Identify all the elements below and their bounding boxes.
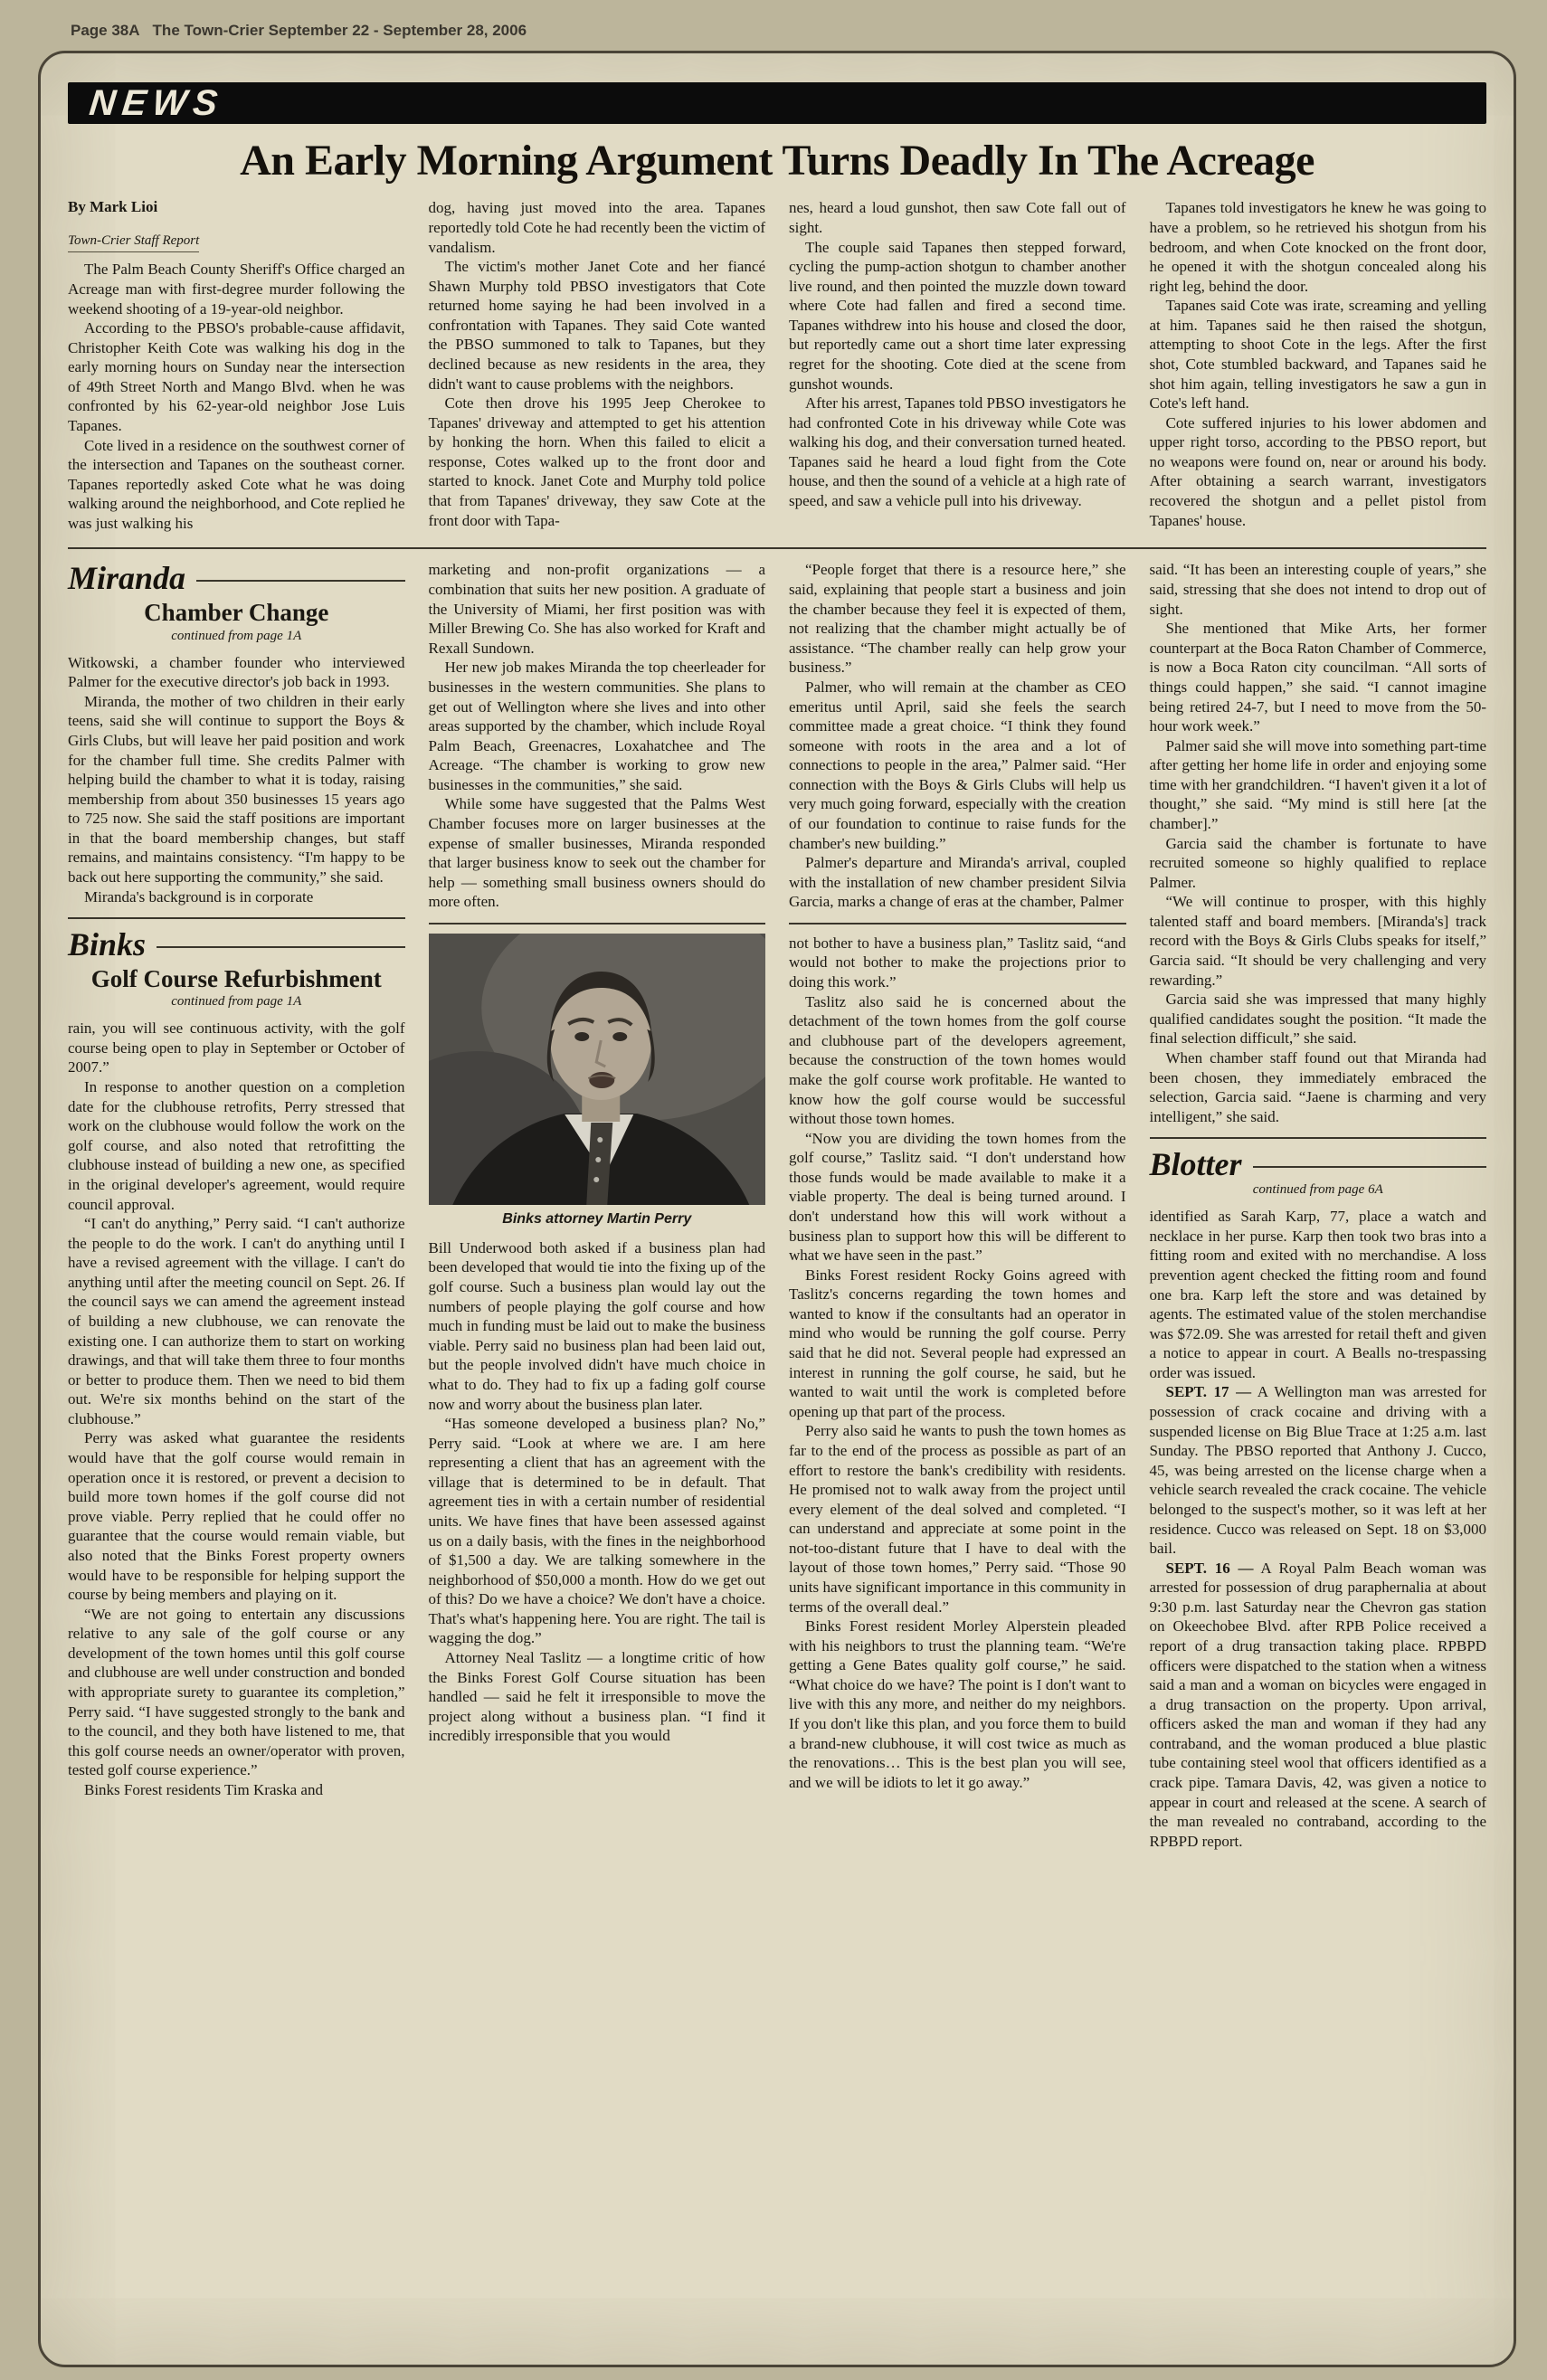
- paragraph: Cote then drove his 1995 Jeep Cherokee to Tapanes' driveway and attempted to get his attention by honking the horn. When this failed to elicit a response, Cotes walked up to the front door and started to knock. Janet Cote and Murphy told police that from Tapanes' driveway, they saw Cote at the front door with Tapa-: [428, 394, 765, 529]
- portrait-photo-svg: [429, 934, 766, 1205]
- paragraph: “Has someone developed a business plan? No,” Perry said. “Look at where we are. I am here representing a client that has an agreement with the village that is determined to be in default. That agreement ties in with a certain number of residential units. We have fines that have been assessed against us on a daily basis, with the fines in the neighborhood of $1,500 a day. We are talking somewhere in the neighborhood of $50,000 a month. How do we get out of this? Do we have a choice? We don't have a choice. That's what's happening here. You are right. The tail is wagging the dog.”: [428, 1415, 765, 1647]
- paragraph: not bother to have a business plan,” Taslitz said, “and would not bother to make the projections prior to doing this work.”: [789, 934, 1126, 991]
- main-article-col-3: [789, 198, 1126, 533]
- paragraph: The Palm Beach County Sheriff's Office charged an Acreage man with first-degree murder following the weekend shooting of a 19-year-old neighbor.: [68, 261, 405, 318]
- paragraph: Tapanes told investigators he knew he was going to have a problem, so he retrieved his shotgun from his bedroom, and when Cote knocked on the front door, he opened it with the shotgun concealed along his right leg, behind the door.: [1149, 199, 1486, 295]
- binks-text-2: [429, 1238, 766, 1746]
- miranda-text-2: [429, 560, 766, 911]
- paragraph: “People forget that there is a resource here,” she said, explaining that people start a business and join the chamber because they feel it is expected of them, not realizing that the chamber might actually be of assistance. “The chamber really can help grow your business.”: [789, 561, 1126, 677]
- lower-col-2: [429, 560, 766, 1851]
- main-article-col-1: [68, 198, 405, 533]
- paragraph: Palmer said she will move into something part-time after getting her home life in order and enjoying some time with her grandchildren. “I haven't given it a lot of thought,” she said. “My mind is still here [at the chamber].”: [1149, 736, 1486, 832]
- paragraph: said. “It has been an interesting couple of years,” she said, stressing that she does not intend to drop out of sight.: [1149, 561, 1486, 618]
- paragraph: While some have suggested that the Palms West Chamber focuses more on larger businesses at the expense of smaller businesses, Miranda responded that larger business know to seek out the chamber for help — something small business owners should do more often.: [428, 795, 765, 911]
- paragraph: Taslitz also said he is concerned about the detachment of the town homes from the golf course and clubhouse part of the developers agreement, because the construction of the town homes would make the golf course work profitable. He wanted to know how the golf course would be successful without those town homes.: [789, 992, 1126, 1128]
- martin-perry-photo: [429, 934, 766, 1205]
- paragraph: “I can't do anything,” Perry said. “I can't authorize the people to do the work. I can't do anything until I have a revised agreement with the village. I can't do anything until after the meeting council on Sept. 26. If the council says we can amend the agreement instead of building a new clubhouse, we can renovate the existing one. I can authorize them to start on working drawings, and that will take them three to four months or better to produce them. Then we need to bid them out. We're six months behind on the start of the clubhouse.”: [68, 1215, 405, 1427]
- binks-divider-3: [789, 923, 1126, 925]
- paragraph: “We are not going to entertain any discussions relative to any sale of the golf course or any development of the town homes until this golf course and clubhouse are well under construction and bonded with appropriate surety to guarantee its completion,” Perry said. “I have suggested strongly to the bank and to the council, and they both have listened to me, that this golf course needs an owner/operator with proven, tested golf course experience.”: [68, 1605, 405, 1779]
- paragraph: “Now you are dividing the town homes from the golf course,” Taslitz said. “I don't understand how those funds would be made available to make it a viable property. The deal is being turned around. I don't understand how this will work without a business plan to support how this will be different to what we have seen in the past.”: [789, 1129, 1126, 1265]
- binks-text-1: [68, 1019, 405, 1799]
- paragraph: The couple said Tapanes then stepped forward, cycling the pump-action shotgun to chamber another live round, and then pointed the muzzle down toward where Cote had fallen and fired a second time. Tapanes withdrew into his house and closed the door, but reportedly came out a short time later expressing regret for the shooting. Cote died at the scene from gunshot wounds.: [789, 238, 1126, 393]
- blotter-section-header: [1150, 1148, 1487, 1198]
- binks-section-header: [68, 928, 405, 1010]
- lower-col-4: [1150, 560, 1487, 1851]
- news-section-banner: [68, 82, 1486, 124]
- paragraph: Miranda, the mother of two children in their early teens, said she will continue to support the Boys & Girls Clubs, but will leave her paid position and work for the chamber full time. She credits Palmer with helping build the chamber to what it is today, raising membership from about 350 businesses 15 years ago to 725 now. She said the staff positions are important in that the board membership changes, but staff remains, and maintains consistency. “I'm happy to be back out here supporting the community,” she said.: [68, 692, 405, 886]
- miranda-text-4: [1150, 560, 1487, 1126]
- staff-report-line: Town-Crier Staff Report: [68, 233, 199, 252]
- paragraph: Palmer's departure and Miranda's arrival, coupled with the installation of new chamber president Silvia Garcia, marks a change of eras at the chamber, Palmer: [789, 854, 1126, 911]
- binks-divider-1: [68, 917, 405, 919]
- main-article-text-1: [68, 260, 405, 533]
- paragraph: “We will continue to prosper, with this highly talented staff and board members. [Miranda's] track record with the Boys & Girls Clubs speaks for itself,” Garcia said. “It should be very challenging and very rewarding.”: [1149, 893, 1486, 989]
- paragraph: Binks Forest resident Morley Alperstein pleaded with his neighbors to trust the planning team. “We're getting a Gene Bates quality golf course,” he said. “What choice do we have? The point is I don't want to live with this any more, and neither do my neighbors. If you don't like this plan, and you force them to build a brand-new clubhouse, it will cost twice as much as the renovations… This is the best plan you will see, and we will be idiots to let it go away.”: [789, 1617, 1126, 1791]
- miranda-section-header: [68, 562, 405, 643]
- main-article: [68, 198, 1486, 533]
- miranda-subtitle: Chamber Change: [144, 599, 329, 627]
- photo-caption: Binks attorney Martin Perry: [502, 1210, 692, 1227]
- paragraph: After his arrest, Tapanes told PBSO investigators he had confronted Cote in his driveway while Cote was walking his dog, and their conversation turned heated. Tapanes said he heard a loud fight from the Cote house, and then the sound of a vehicle at a high rate of speed, and saw a vehicle pull into his driveway.: [789, 394, 1126, 510]
- paragraph: The victim's mother Janet Cote and her fiancé Shawn Murphy told PBSO investigators that Cote returned home saying he had been involved in a confrontation with Tapanes. They said Cote wanted the PBSO summoned to talk to Tapanes, but they declined because as new residents in the area, they didn't want to cause problems with the neighbors.: [428, 258, 765, 393]
- miranda-section-title: Miranda: [68, 562, 405, 594]
- main-article-col-4: [1150, 198, 1487, 533]
- paragraph: Binks Forest resident Rocky Goins agreed with Taslitz's concerns regarding the town homes and wanted to know if the consultants had an operator in mind who would be running the golf course. Perry said that he did not. Several people had expressed an interest in running the golf course, he said, but he wanted to wait until the work is completed before opening up that part of the process.: [789, 1266, 1126, 1420]
- paragraph: According to the PBSO's probable-cause affidavit, Christopher Keith Cote was walking his dog in the early morning hours on Sunday near the intersection of 49th Street North and Mango Blvd. when he was confronted by his 62-year-old neighbor Jose Luis Tapanes.: [68, 319, 405, 435]
- binks-continued: continued from page 1A: [171, 994, 302, 1010]
- paragraph: Attorney Neal Taslitz — a longtime critic of how the Binks Forest Golf Course situation has been handled — said he felt it irresponsible to move the project along without a business plan. “I find it incredibly irresponsible that you would: [428, 1649, 765, 1745]
- blotter-continued: continued from page 6A: [1252, 1182, 1383, 1198]
- main-article-col-2: [429, 198, 766, 533]
- page-number: Page 38A: [71, 22, 140, 39]
- lower-col-3: [789, 560, 1126, 1851]
- blotter-divider: [1150, 1137, 1487, 1139]
- blotter-text: [1150, 1207, 1487, 1851]
- binks-divider-2: [429, 923, 766, 925]
- miranda-continued: continued from page 1A: [171, 628, 302, 643]
- edition-date: The Town-Crier September 22 - September 28, 2006: [152, 22, 527, 39]
- paragraph: SEPT. 16 — A Royal Palm Beach woman was arrested for possession of drug paraphernalia at about 9:30 p.m. last Saturday near the Chevron gas station on Okeechobee Blvd. after RPB Police received a report of a drug transaction taking place. RPBPD officers were dispatched to the station when a witness said a man and a woman on bicycles were engaged in a drug transaction on the property. Upon arrival, officers asked the man and woman if they had any contraband, and the woman produced a blue plastic tube containing steel wool that officers identified as a crack pipe. Tamara Davis, 42, was given a notice to appear in court and released at the scene. A search of the man revealed no contraband, according to the RPBPD report.: [1149, 1559, 1486, 1850]
- paragraph: When chamber staff found out that Miranda had been chosen, they immediately embraced the selection, Garcia said. “Jaene is charming and very intelligent,” she said.: [1149, 1048, 1486, 1125]
- paragraph: Perry also said he wants to push the town homes as far to the end of the process as possible as part of an effort to restore the bank's credibility with residents. He promised not to walk away from the project until every element of the deal solved and completed. “I can understand and appreciate at some point in the not-too-distant future that I have to deal with the layout of those town homes,” Perry said. “Those 90 units have significant importance in this community in terms of the overall deal.”: [789, 1422, 1126, 1616]
- main-headline: An Early Morning Argument Turns Deadly In The Acreage: [240, 137, 1314, 185]
- paragraph: identified as Sarah Karp, 77, place a watch and necklace in her purse. Karp then took two bras into a fitting room and exited with no merchandise. A loss prevention agent checked the fitting room and found one bra. Karp left the store and was detained by agents. The estimated value of the stolen merchandise was $72.09. She was arrested for retail theft and given a notice to appear in court. A Bealls no-trespassing order was issued.: [1149, 1208, 1486, 1381]
- paragraph: dog, having just moved into the area. Tapanes reportedly told Cote he had recently been the victim of vandalism.: [428, 199, 765, 256]
- news-banner-title: NEWS: [87, 82, 226, 123]
- paragraph: Binks Forest residents Tim Kraska and: [84, 1780, 323, 1798]
- newspaper-sheet: [38, 51, 1516, 2367]
- paragraph: Her new job makes Miranda the top cheerleader for businesses in the western communities. She plans to get out of Wellington where she lives and into other areas supported by the chamber, which include Royal Palm Beach, Greenacres, Loxahatchee and The Acreage. “The chamber is working to grow new businesses in the communities,” she said.: [428, 659, 765, 793]
- paragraph: Garcia said the chamber is fortunate to have recruited someone so highly qualified to replace Palmer.: [1149, 834, 1486, 891]
- paragraph: rain, you will see continuous activity, with the golf course being open to play in September or October of 2007.”: [68, 1019, 405, 1076]
- paragraph: Cote lived in a residence on the southwest corner of the intersection and Tapanes on the southeast corner. Tapanes reportedly asked Cote what he was doing walking around the neighborhood, and Cote replied he was just walking his: [68, 436, 405, 532]
- martin-perry-photo-figure: [429, 934, 766, 1228]
- binks-subtitle: Golf Course Refurbishment: [90, 965, 382, 993]
- paragraph: Tapanes said Cote was irate, screaming and yelling at him. Tapanes said he then raised the shotgun, attempting to shoot Cote in the legs. After the first shot, Cote stumbled backward, and Tapanes said he shot him again, telling investigators he saw a gun in Cote's left hand.: [1149, 297, 1486, 412]
- main-article-divider: [68, 547, 1486, 549]
- paragraph: Perry was asked what guarantee the residents would have that the golf course would remain in operation once it is restored, or prevent a decision to build more town homes if the golf course did not prove viable. Perry replied that he could offer no guarantee that the course would remain viable, but also noted that the Binks Forest property owners would have to be responsible for helping support the course by being members and playing on it.: [68, 1429, 405, 1604]
- page-number-edition: [71, 22, 527, 40]
- paragraph: nes, heard a loud gunshot, then saw Cote fall out of sight.: [789, 199, 1126, 236]
- binks-section-title: Binks: [68, 928, 405, 961]
- paragraph: Cote suffered injuries to his lower abdomen and upper right torso, according to the PBSO report, but no weapons were found on, near or around his body. After obtaining a search warrant, investigators recovered the shotgun and a pellet pistol from Tapanes' house.: [1149, 413, 1486, 529]
- paragraph: Bill Underwood both asked if a business plan had been developed that would tie into the fixing up of the golf course. Such a business plan would lay out the numbers of people playing the golf course and how much in funding must be laid out to make the business viable. Perry said no business plan had been laid out, but the people involved didn't have much choice in what to do. They had to fix up a fading golf course now and worry about the business plan later.: [428, 1238, 765, 1413]
- lower-sections: [68, 560, 1486, 1851]
- paragraph: Witkowski, a chamber founder who interviewed Palmer for the executive director's job back in 1993.: [68, 653, 405, 691]
- paragraph: SEPT. 17 — A Wellington man was arrested for possession of crack cocaine and driving with a suspended license on Big Blue Trace at 1:25 a.m. last Sunday. The PBSO reported that Anthony J. Cucco, 45, was being arrested on the license charge when a vehicle search revealed the crack cocaine. The vehicle belonged to the suspect's mother, so it was left at her residence. Cucco was released on Sept. 18 on $3,000 bail.: [1149, 1383, 1486, 1558]
- paragraph: Garcia said she was impressed that many highly qualified candidates sought the position. “It made the final selection difficult,” she said.: [1149, 991, 1486, 1048]
- byline: By Mark Lioi: [68, 198, 158, 216]
- miranda-text-1: [68, 653, 405, 907]
- paragraph: Palmer, who will remain at the chamber as CEO emeritus until April, said she feels the search committee made a great choice. “I think they found someone with roots in the area and a lot of connections to people in the area,” Palmer said. “Her connection with the Boys & Girls Clubs will help us very much going forward, especially with the creation of our foundation to continue to raise funds for the chamber's new building.”: [789, 678, 1126, 852]
- blotter-section-title: Blotter: [1150, 1148, 1487, 1181]
- paragraph: In response to another question on a completion date for the clubhouse retrofits, Perry stressed that work on the clubhouse would follow the work on the golf course, and also noted that retrofitting the clubhouse instead of building a new one, as specified in the original developer's agreement, would require council approval.: [68, 1078, 405, 1213]
- paragraph: Miranda's background is in corporate: [84, 887, 314, 906]
- binks-text-3: [789, 934, 1126, 1792]
- paragraph: marketing and non-profit organizations — a combination that suits her new position. A graduate of the University of Miami, her first position was with Miller Brewing Co. She has also worked for Kraft and Rexall Sundown.: [428, 561, 765, 657]
- lower-col-1: [68, 560, 405, 1851]
- paragraph: She mentioned that Mike Arts, her former counterpart at the Boca Raton Chamber of Commerce, is now a Boca Raton city councilman. “All sorts of things could happen,” she said. “I cannot imagine being retired 24-7, but I need to move from the 50-hour work week.”: [1149, 620, 1486, 735]
- miranda-text-3: [789, 560, 1126, 911]
